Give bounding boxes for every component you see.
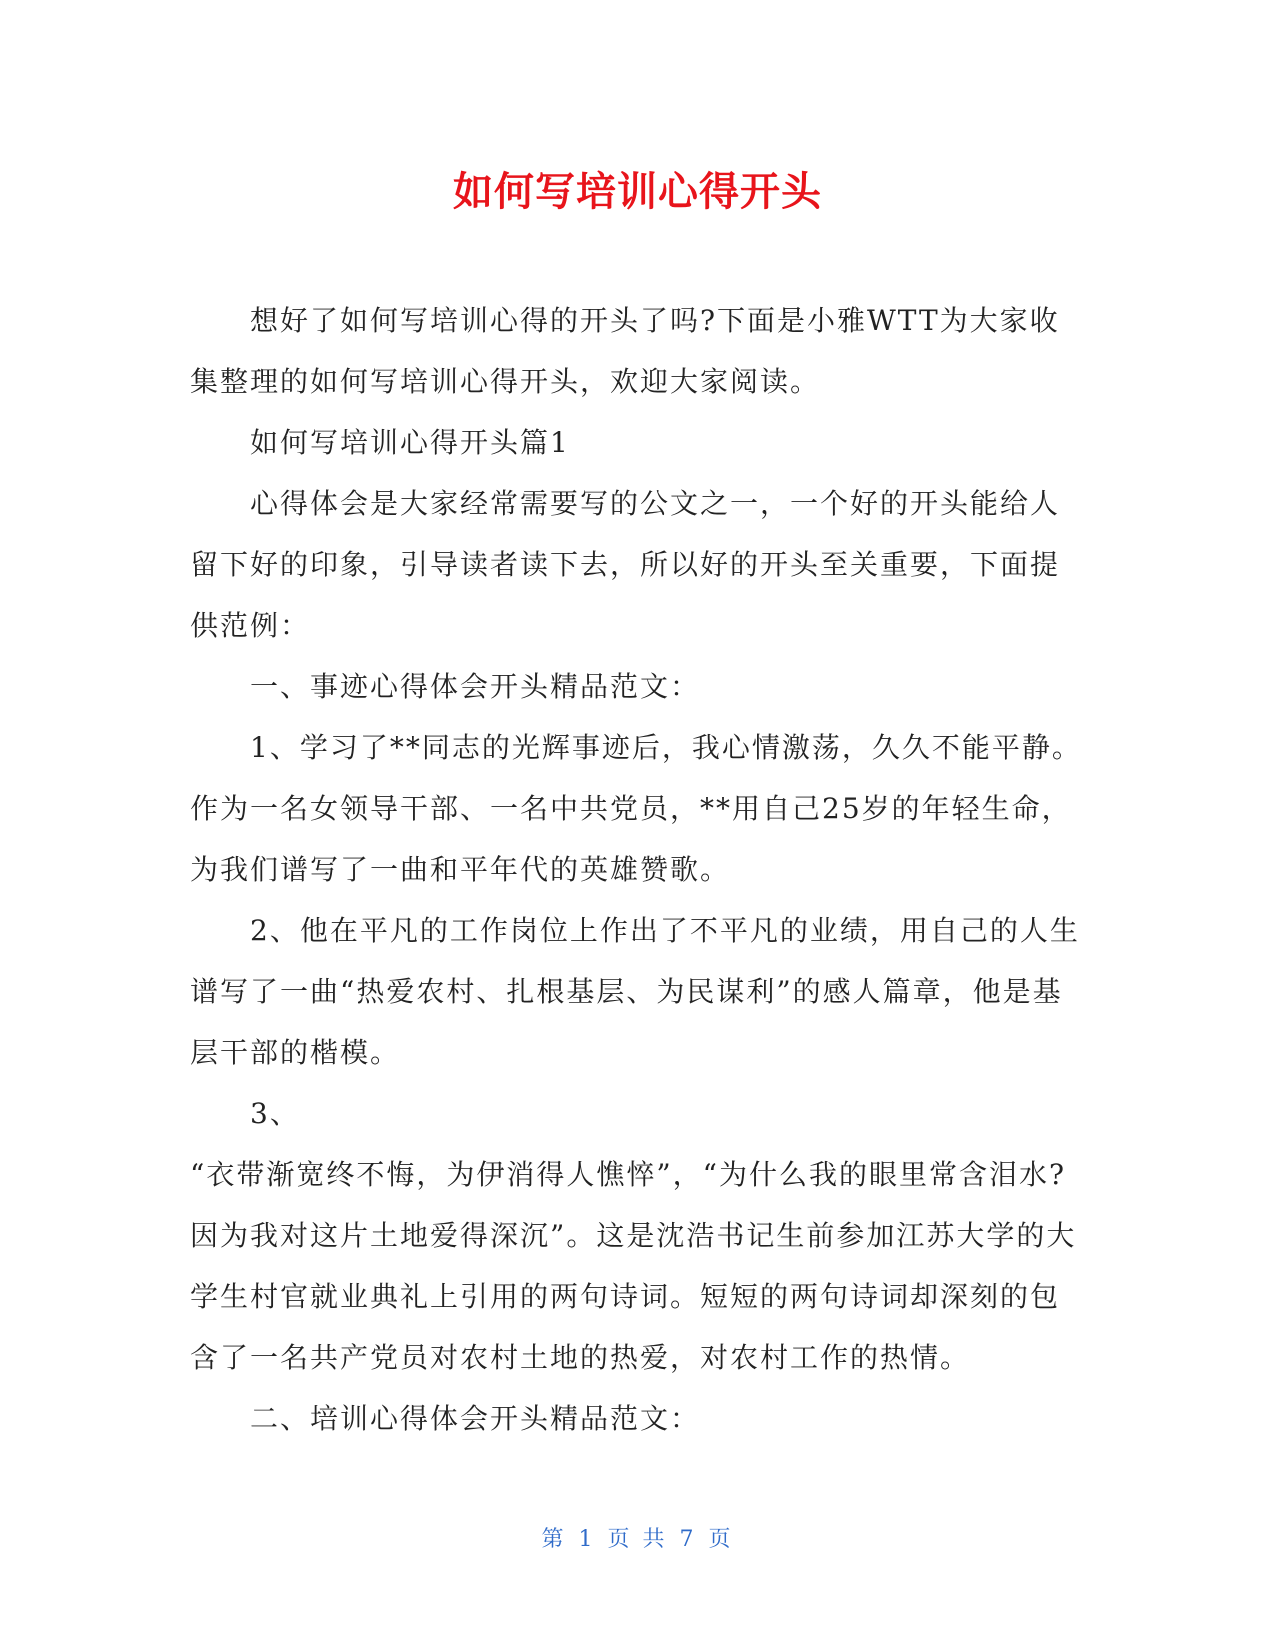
page-title: 如何写培训心得开头 xyxy=(453,169,822,215)
subheading-deeds: 一、事迹心得体会开头精品范文： xyxy=(250,670,701,703)
page-footer xyxy=(0,1522,1275,1553)
subheading-training: 二、培训心得体会开头精品范文： xyxy=(250,1402,701,1435)
footer-suffix: 页 xyxy=(708,1527,734,1552)
paragraph-example-1: 1、学习了**同志的光辉事迹后，我心情激荡，久久不能平静。作为一名女领导干部、一名中共党员，**用自己25岁的年轻生命，为我们谱写了一曲和平年代的英雄赞歌。 xyxy=(190,731,1082,886)
section-heading-part1: 如何写培训心得开头篇1 xyxy=(250,426,570,459)
footer-middle: 页 共 xyxy=(607,1527,668,1552)
document-body xyxy=(190,290,1085,1449)
paragraph-example-3: “衣带渐宽终不悔，为伊消得人憔悴”，“为什么我的眼里常含泪水?因为我对这片土地爱得深沉”。这是沈浩书记生前参加江苏大学的大学生村官就业典礼上引用的两句诗词。短短的两句诗词却深刻的包含了一名共产党员对农村土地的热爱，对农村工作的热情。 xyxy=(190,1158,1077,1374)
paragraph-intro: 想好了如何写培训心得的开头了吗?下面是小雅WTT为大家收集整理的如何写培训心得开头，欢迎大家阅读。 xyxy=(190,304,1060,398)
footer-page-number: 1 xyxy=(578,1527,596,1552)
footer-total-pages: 7 xyxy=(679,1527,697,1552)
paragraph-example-3-label: 3、 xyxy=(250,1097,300,1130)
paragraph-example-2: 2、他在平凡的工作岗位上作出了不平凡的业绩，用自己的人生谱写了一曲“热爱农村、扎根基层、为民谋利”的感人篇章，他是基层干部的楷模。 xyxy=(190,914,1080,1069)
footer-prefix: 第 xyxy=(541,1527,567,1552)
paragraph-overview: 心得体会是大家经常需要写的公文之一，一个好的开头能给人留下好的印象，引导读者读下去，所以好的开头至关重要，下面提供范例： xyxy=(190,487,1061,642)
